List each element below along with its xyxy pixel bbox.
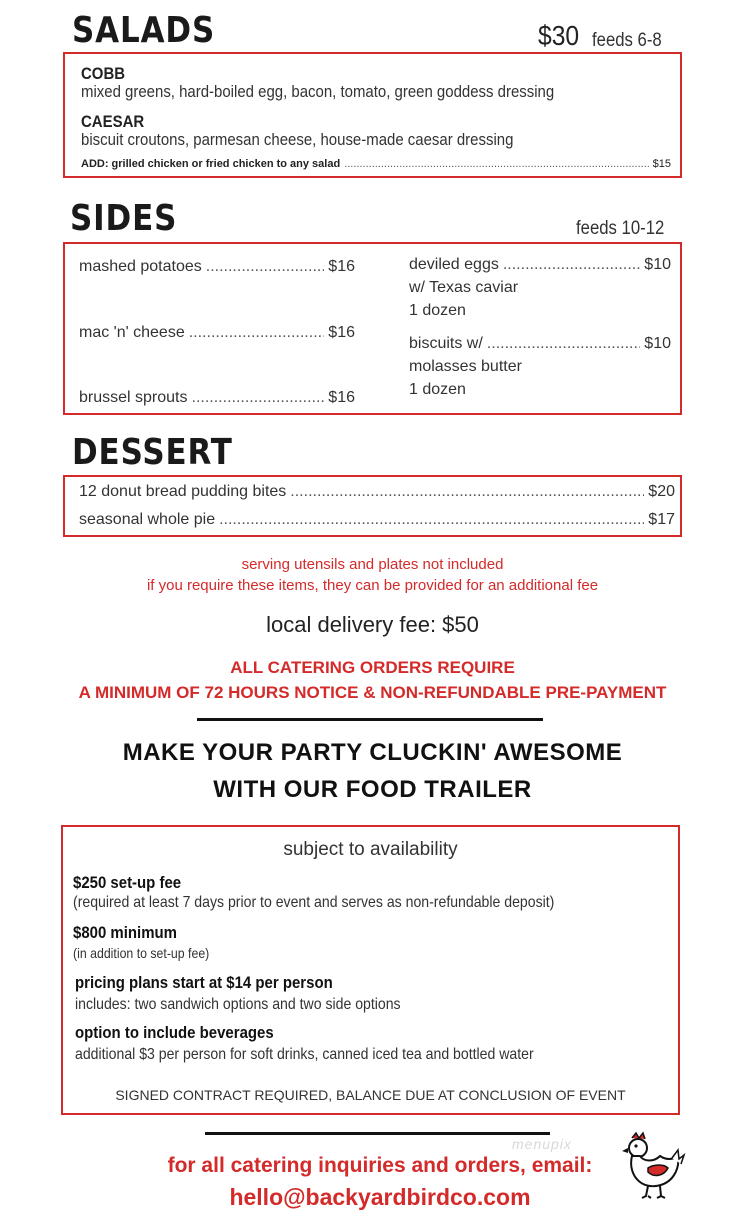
add-on-price: $15 [652,158,671,170]
trailer-heading-2: WITH OUR FOOD TRAILER [213,776,532,803]
salads-price: $30 [538,20,580,51]
requirement-line-1: ALL CATERING ORDERS REQUIRE [230,658,515,677]
side-detail: 1 dozen [409,381,466,398]
salads-feeds: feeds 6-8 [592,30,662,51]
requirement-line-2: A MINIMUM OF 72 HOURS NOTICE & NON-REFUNDABLE PRE-PAYMENT [78,683,667,702]
side-detail: w/ Texas caviar [409,279,519,296]
side-detail: molasses butter [409,358,522,375]
dessert-price: $20 [648,483,675,500]
minimum-title: $800 minimum [73,923,177,942]
beverages-title: option to include beverages [75,1023,274,1042]
minimum-desc: (in addition to set-up fee) [73,945,210,961]
footer-divider [205,1132,550,1135]
side-item [79,324,355,342]
side-item [409,256,671,274]
pricing-desc: includes: two sandwich options and two side options [75,996,401,1013]
sides-feeds: feeds 10-12 [576,218,665,239]
contract-note: SIGNED CONTRACT REQUIRED, BALANCE DUE AT CONCLUSION OF EVENT [115,1087,626,1103]
side-name: mac 'n' cheese [79,324,185,341]
cobb-name: COBB [81,64,126,83]
side-item [79,258,355,276]
dessert-name: 12 donut bread pudding bites [79,483,287,500]
cobb-desc: mixed greens, hard-boiled egg, bacon, tomato, green goddess dressing [81,82,555,101]
side-price: $16 [328,258,355,275]
utensils-fee-note: if you require these items, they can be provided for an additional fee [146,577,599,594]
pricing-title: pricing plans start at $14 per person [75,973,333,992]
side-detail: 1 dozen [409,302,466,319]
side-price: $10 [644,335,671,352]
side-name: mashed potatoes [79,258,202,275]
sides-heading: SIDES [70,198,178,239]
dessert-box [63,475,682,537]
utensils-note: serving utensils and plates not included [241,556,504,573]
side-price: $10 [644,256,671,273]
contact-email[interactable]: hello@backyardbirdco.com [229,1184,531,1210]
caesar-name: CAESAR [81,112,145,131]
dessert-price: $17 [648,511,675,528]
salad-add-on [81,158,671,170]
caesar-desc: biscuit croutons, parmesan cheese, house-made caesar dressing [81,130,514,149]
dessert-heading: DESSERT [72,432,233,473]
salads-price-line [538,20,585,52]
side-item [79,389,355,407]
side-name: biscuits w/ [409,335,483,352]
sides-box [63,242,682,415]
watermark: menupix [512,1136,572,1152]
dessert-item [79,483,675,501]
side-name: brussel sprouts [79,389,188,406]
salads-heading: SALADS [72,10,216,51]
setup-fee-title: $250 set-up fee [73,873,182,892]
add-on-label: ADD: grilled chicken or fried chicken to any salad [81,158,341,170]
trailer-box [61,825,680,1115]
side-price: $16 [328,324,355,341]
dessert-name: seasonal whole pie [79,511,216,528]
trailer-heading-1: MAKE YOUR PARTY CLUCKIN' AWESOME [122,739,623,766]
setup-fee-desc: (required at least 7 days prior to event and serves as non-refundable deposit) [73,894,555,911]
beverages-desc: additional $3 per person for soft drinks, canned iced tea and bottled water [75,1046,534,1063]
salads-box [63,52,682,178]
chicken-logo-icon [614,1130,686,1202]
availability-note: subject to availability [283,839,458,860]
side-name: deviled eggs [409,256,499,273]
inquiry-text: for all catering inquiries and orders, email: [167,1154,593,1177]
delivery-fee: local delivery fee: $50 [266,612,479,637]
side-price: $16 [328,389,355,406]
side-item [409,335,671,353]
divider [197,718,543,721]
dessert-item [79,511,675,529]
